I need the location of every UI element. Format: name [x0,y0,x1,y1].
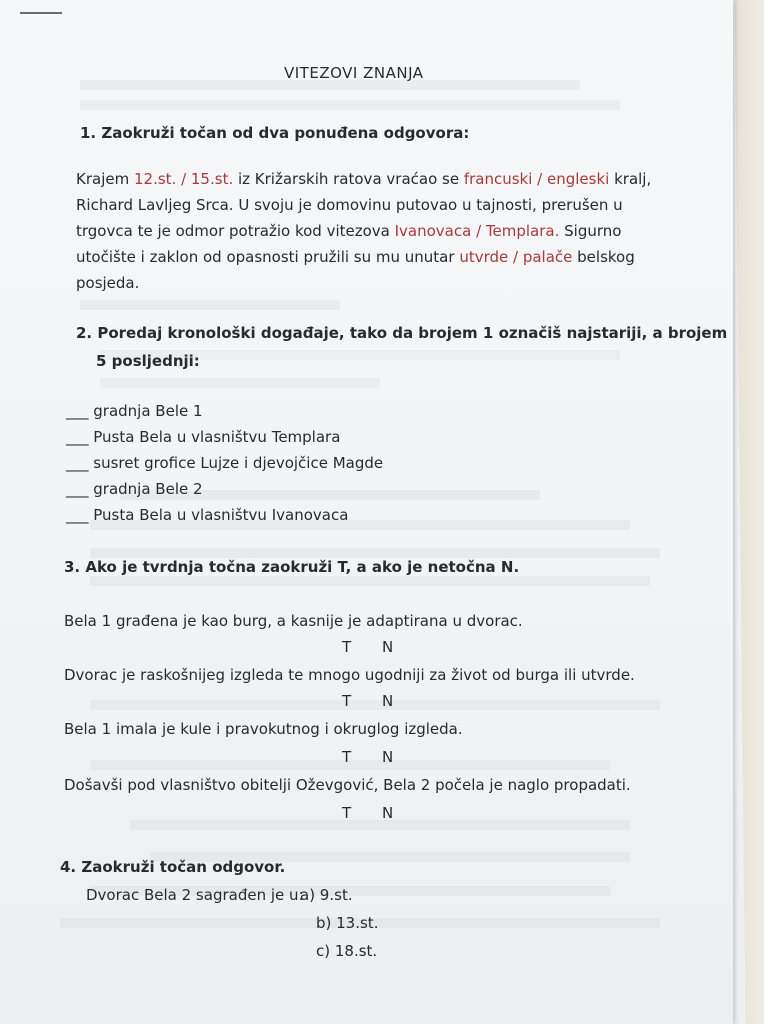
q1-heading: 1. Zaokruži točan od dva ponuđena odgovora: [80,124,470,142]
q3-true-option[interactable]: T [342,692,352,710]
q1-text: Krajem [76,170,134,188]
q3-statement: Došavši pod vlasništvo obitelji Oževgović, Bela 2 počela je naglo propadati. [64,776,631,794]
page-title: VITEZOVI ZNANJA [284,64,424,82]
pen-mark [20,12,62,14]
q3-false-option[interactable]: N [382,692,394,710]
q4-heading: 4. Zaokruži točan odgovor. [60,858,286,876]
q3-false-option[interactable]: N [382,638,394,656]
q3-true-option[interactable]: T [342,748,352,766]
q1-text: Sigurno [559,222,622,240]
q1-option-century[interactable]: 12.st. / 15.st. [133,170,234,188]
q1-option-king[interactable]: francuski / engleski [463,170,610,188]
q3-statement: Dvorac je raskošnijeg izgleda te mnogo ugodniji za život od burga ili utvrde. [64,666,635,684]
q1-line-5: posjeda. [76,274,140,292]
q3-true-option[interactable]: T [342,638,352,656]
q1-line-2: Richard Lavljeg Srca. U svoju je domovinu putovao u tajnosti, prerušen u [76,196,623,214]
q1-option-shelter[interactable]: utvrde / palače [459,248,573,266]
q2-item[interactable]: ___ gradnja Bele 1 [66,402,203,420]
q1-line-3 [76,224,621,239]
q1-text: iz Križarskih ratova vraćao se [233,170,464,188]
q2-item[interactable]: ___ susret grofice Lujze i djevojčice Magde [66,454,384,472]
q3-true-option[interactable]: T [342,804,352,822]
q4-option-c[interactable]: c) 18.st. [316,942,378,960]
q1-line-4 [76,250,635,265]
q1-text: belskog [572,248,635,266]
q3-false-option[interactable]: N [382,748,394,766]
q2-heading: 2. Poredaj kronološki događaje, tako da brojem 1 označiš najstariji, a brojem [76,324,728,342]
q3-false-option[interactable]: N [382,804,394,822]
q3-statement: Bela 1 građena je kao burg, a kasnije je adaptirana u dvorac. [64,612,523,630]
q3-heading: 3. Ako je tvrdnja točna zaokruži T, a ako je netočna N. [64,558,520,576]
q1-line-1 [76,172,651,187]
q1-text: kralj, [609,170,652,188]
q1-text: utočište i zaklon od opasnosti pružili su mu unutar [76,248,460,266]
q4-option-a[interactable]: a) 9.st. [300,886,353,904]
q2-item[interactable]: ___ gradnja Bele 2 [66,480,203,498]
q2-heading-cont: 5 posljednji: [96,352,200,370]
q2-item[interactable]: ___ Pusta Bela u vlasništvu Ivanovaca [66,506,349,524]
q1-text: trgovca te je odmor potražio kod vitezova [76,222,395,240]
q2-item[interactable]: ___ Pusta Bela u vlasništvu Templara [66,428,341,446]
q3-statement: Bela 1 imala je kule i pravokutnog i okruglog izgleda. [64,720,463,738]
q1-option-knights[interactable]: Ivanovaca / Templara. [394,222,560,240]
q4-question: Dvorac Bela 2 sagrađen je u: [86,886,304,904]
q4-option-b[interactable]: b) 13.st. [316,914,379,932]
